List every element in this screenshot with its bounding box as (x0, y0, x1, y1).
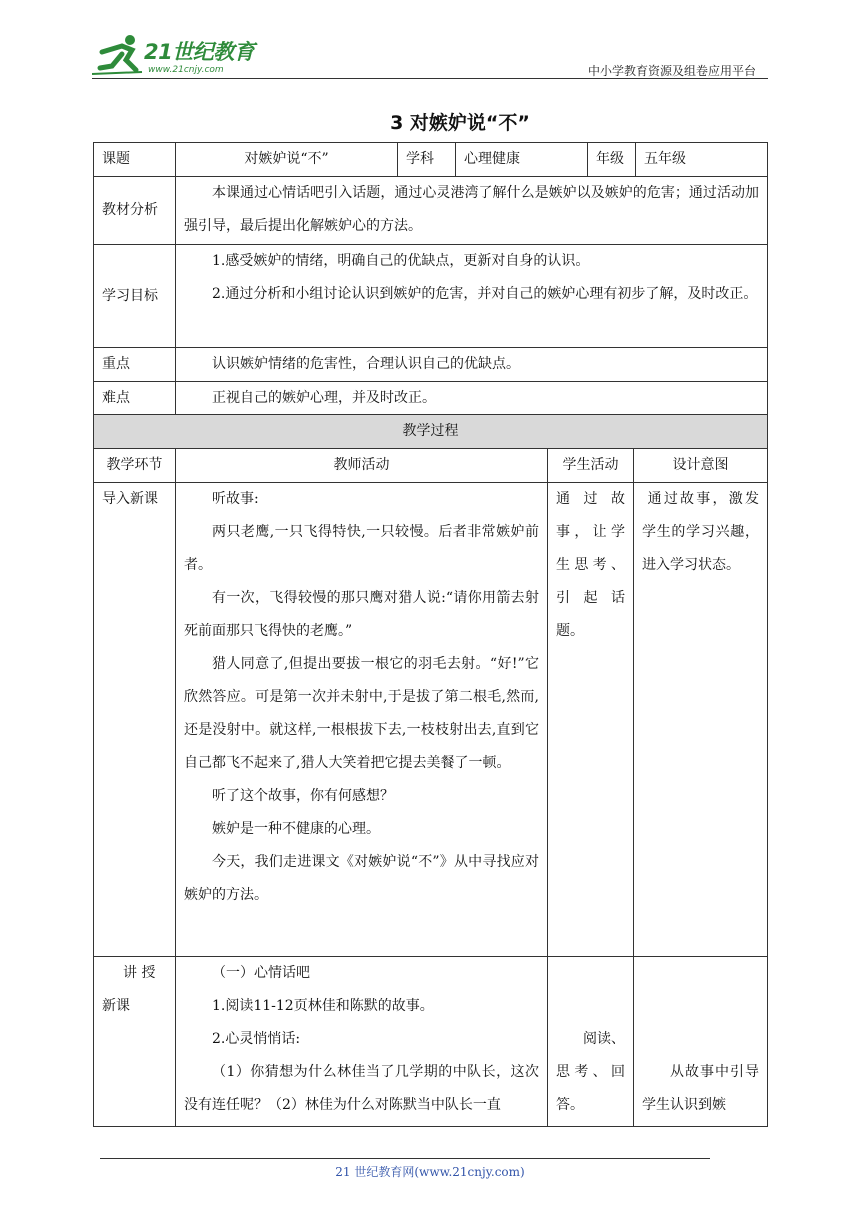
lesson-info-table (93, 142, 768, 416)
analysis-text: 本课通过心情话吧引入话题，通过心灵港湾了解什么是嫉妒以及嫉妒的危害；通过活动加强引导，最后提出化解嫉妒心的方法。 (176, 177, 768, 245)
platform-name: 中小学教育资源及组卷应用平台 (587, 64, 756, 78)
teacher-paragraph: 听故事: (212, 491, 259, 507)
intro-student-activity: 通过故事，让学生思考、引起话题。 (548, 483, 634, 957)
teacher-paragraph: 2.心灵悄悄话: (212, 1031, 301, 1047)
teacher-paragraph: （一）心情话吧 (212, 965, 310, 981)
grade-value: 五年级 (636, 143, 768, 177)
teacher-paragraph: 两只老鹰,一只飞得特快,一只较慢。后者非常嫉妒前者。 (184, 524, 539, 573)
difficulty-text: 正视自己的嫉妒心理，并及时改正。 (176, 382, 768, 416)
page-title: 3 对嫉妒说“不” (390, 112, 530, 134)
teacher-paragraph: 有一次，飞得较慢的那只鹰对猎人说:“请你用箭去射死前面那只飞得快的老鹰。” (184, 590, 539, 639)
column-header-student: 学生活动 (548, 449, 634, 483)
student-line: 思考、回答。 (556, 1064, 625, 1113)
grade-label: 年级 (588, 143, 636, 177)
topic-label: 课题 (94, 143, 176, 177)
new-lesson-stage (94, 957, 176, 1127)
brand-url: www.21cnjy.com (148, 65, 224, 75)
intent-line: 从故事中引导学生认识到嫉 (642, 1064, 759, 1113)
topic-value: 对嫉妒说“不” (176, 143, 398, 177)
brand-name: 21世纪教育 (144, 40, 255, 64)
key-point-label: 重点 (94, 348, 176, 382)
spacer (556, 957, 625, 1023)
column-header-intent: 设计意图 (634, 449, 768, 483)
teacher-paragraph: 猎人同意了,但提出要拔一根它的羽毛去射。“好!”它欣然答应。可是第一次并未射中,于是拔了第二根毛,然而,还是没射中。就这样,一根根拔下去,一枝枝射出去,直到它自己都飞不起来了,猎人大笑着把它提去美餐了一顿。 (184, 656, 539, 771)
goals-list (176, 245, 768, 348)
teacher-paragraph: 1.阅读11-12页林佳和陈默的故事。 (212, 998, 434, 1014)
new-design-intent (634, 957, 768, 1127)
page-header (92, 30, 768, 78)
new-teacher-activity (176, 957, 548, 1127)
intro-stage: 导入新课 (94, 483, 176, 957)
stage-line: 讲 授 (123, 965, 156, 981)
student-line: 阅读、 (583, 1031, 625, 1047)
column-header-teacher: 教师活动 (176, 449, 548, 483)
teacher-paragraph: （1）你猜想为什么林佳当了几学期的中队长，这次没有连任呢？（2）林佳为什么对陈默当中队长一直 (184, 1064, 539, 1113)
subject-value: 心理健康 (456, 143, 588, 177)
subject-label: 学科 (398, 143, 456, 177)
teacher-paragraph: 今天，我们走进课文《对嫉妒说“不”》从中寻找应对嫉妒的方法。 (184, 854, 539, 903)
teacher-paragraph: 听了这个故事，你有何感想？ (212, 788, 394, 804)
new-student-activity (548, 957, 634, 1127)
key-point-text: 认识嫉妒情绪的危害性，合理认识自己的优缺点。 (176, 348, 768, 382)
difficulty-label: 难点 (94, 382, 176, 416)
goal-item: 1.感受嫉妒的情绪，明确自己的优缺点，更新对自身的认识。 (212, 253, 590, 269)
header-divider (92, 78, 768, 79)
teaching-process-table (93, 414, 768, 1127)
intro-teacher-activity (176, 483, 548, 957)
teacher-paragraph: 嫉妒是一种不健康的心理。 (212, 821, 380, 837)
footer-divider (100, 1158, 710, 1159)
process-heading: 教学过程 (94, 415, 768, 449)
runner-logo-icon (92, 32, 152, 76)
intro-design-intent: 通过故事，激发学生的学习兴趣，进入学习状态。 (634, 483, 768, 957)
column-header-stage: 教学环节 (94, 449, 176, 483)
brand-logo (92, 32, 262, 78)
analysis-label: 教材分析 (94, 177, 176, 245)
goal-item: 2.通过分析和小组讨论认识到嫉妒的危害，并对自己的嫉妒心理有初步了解，及时改正。 (212, 286, 758, 302)
spacer (642, 957, 759, 1056)
page-footer[interactable]: 21 世纪教育网(www.21cnjy.com) (335, 1165, 525, 1179)
goals-label: 学习目标 (94, 245, 176, 348)
stage-line: 新课 (102, 998, 130, 1014)
